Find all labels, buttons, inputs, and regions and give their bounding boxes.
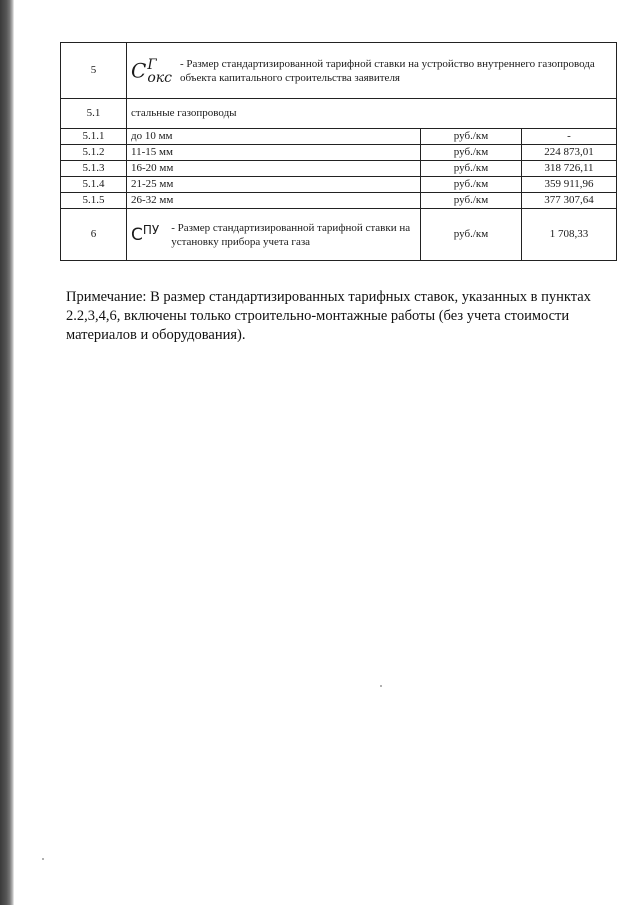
diameter-cell: 16-20 мм <box>127 161 421 177</box>
row-number: 5.1.3 <box>61 161 127 177</box>
scan-speck <box>42 858 44 860</box>
value-cell: 1 708,33 <box>522 209 617 261</box>
table-row-5 <box>61 43 617 99</box>
unit-cell: руб./км <box>421 177 522 193</box>
formula-base: C <box>131 224 143 245</box>
row-description-cell <box>127 43 617 99</box>
row-number: 5.1.1 <box>61 129 127 145</box>
unit-cell: руб./км <box>421 193 522 209</box>
unit-cell: руб./км <box>421 129 522 145</box>
formula-superscript: Г <box>147 56 157 73</box>
table-row <box>61 177 617 193</box>
diameter-cell: до 10 мм <box>127 129 421 145</box>
row-description: - Размер стандартизированной тарифной ставки на установку прибора учета газа <box>171 221 411 248</box>
tariff-table <box>60 42 617 261</box>
table-row <box>61 129 617 145</box>
diameter-cell: 21-25 мм <box>127 177 421 193</box>
table-row-5-1 <box>61 99 617 129</box>
formula-base: C <box>131 58 147 82</box>
diameter-cell: 11-15 мм <box>127 145 421 161</box>
row-number: 5 <box>61 43 127 99</box>
unit-cell: руб./км <box>421 145 522 161</box>
formula-c-pu <box>131 221 159 244</box>
diameter-cell: 26-32 мм <box>127 193 421 209</box>
table-row <box>61 193 617 209</box>
formula-subscript: окс <box>147 69 172 86</box>
value-cell: 359 911,96 <box>522 177 617 193</box>
unit-cell: руб./км <box>421 161 522 177</box>
row-number: 6 <box>61 209 127 261</box>
value-cell: 377 307,64 <box>522 193 617 209</box>
scan-edge-shadow <box>0 0 14 905</box>
footnote: Примечание: В размер стандартизированных тарифных ставок, указанных в пунктах 2.2,3,4,6, включены только строительно-монтажные работы (без учета стоимости материалов и оборудования). <box>66 289 591 343</box>
table-row-6 <box>61 209 617 261</box>
row-description: стальные газопроводы <box>127 99 617 129</box>
unit-cell: руб./км <box>421 209 522 261</box>
value-cell: 318 726,11 <box>522 161 617 177</box>
row-number: 5.1.2 <box>61 145 127 161</box>
row-number: 5.1.5 <box>61 193 127 209</box>
scan-speck <box>380 685 382 687</box>
formula-c-oks <box>131 57 172 85</box>
value-cell: 224 873,01 <box>522 145 617 161</box>
value-cell: - <box>522 129 617 145</box>
formula-superscript: ПУ <box>142 222 160 237</box>
row-description-cell <box>127 209 421 261</box>
row-description: - Размер стандартизированной тарифной ставки на устройство внутреннего газопровода объекта капитального строительства заявителя <box>179 57 595 84</box>
table-row <box>61 161 617 177</box>
row-number: 5.1.4 <box>61 177 127 193</box>
table-row <box>61 145 617 161</box>
row-number: 5.1 <box>61 99 127 129</box>
